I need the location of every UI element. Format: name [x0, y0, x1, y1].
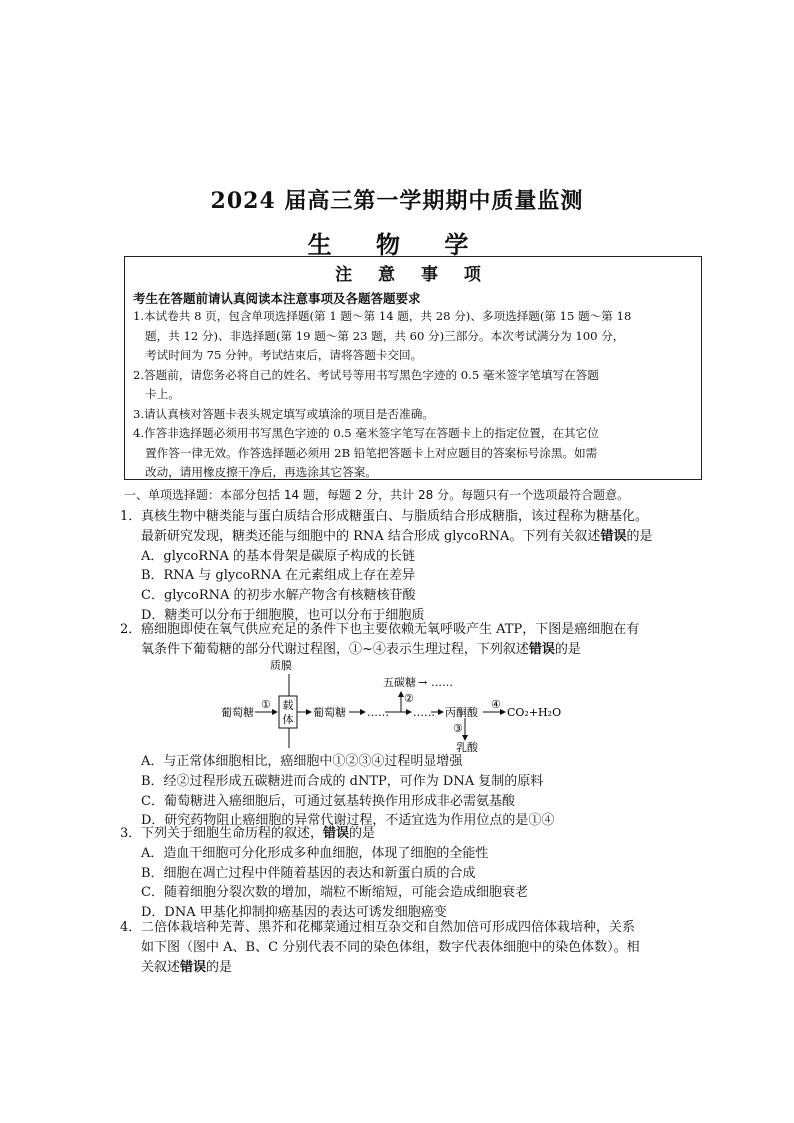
question-number: 3． [120, 826, 142, 841]
option-b: B．经②过程形成五碳糖进而合成的 dNTP，可作为 DNA 复制的原料 [141, 773, 544, 789]
question-number: 1． [120, 509, 142, 524]
question-stem: 癌细胞即使在氧气供应充足的条件下也主要依赖无氧呼吸产生 ATP，下图是癌细胞在有 [141, 622, 640, 637]
option-b: B．细胞在凋亡过程中伴随着基因的表达和新蛋白质的合成 [141, 865, 476, 881]
notice-item [133, 307, 693, 366]
question-stem: 如下图（图中 A、B、C 分别代表不同的染色体组，数字代表体细胞中的染色体数）。相 [141, 939, 640, 955]
question-stem: 的是 [554, 641, 581, 657]
carrier-label: 体 [282, 713, 294, 726]
notice-item [133, 366, 693, 405]
metabolism-diagram [215, 656, 575, 752]
notice-line: 置作答一律无效。作答选择题必须用 2B 铅笔把答题卡上对应题目的答案标号涂黑。如需 [145, 445, 598, 460]
notice-line: 改动，请用橡皮擦干净后，再选涂其它答案。 [145, 465, 377, 479]
question-2 [120, 620, 639, 660]
step-2-label: ② [404, 692, 414, 705]
notice-line: 2.答题前，请您务必将自己的姓名、考试号等用书写黑色字迹的 0.5 毫米签字笔填写在答题 [133, 367, 599, 382]
step-4-label: ④ [491, 698, 501, 711]
step-1-label: ① [261, 698, 271, 711]
question-1 [120, 507, 652, 626]
option-a: A．造血干细胞可分化形成多种血细胞，体现了细胞的全能性 [141, 845, 489, 861]
notice-line: 4.作答非选择题必须用书写黑色字迹的 0.5 毫米签字笔写在答题卡上的指定位置，在其它位 [133, 426, 599, 440]
option-c: C．随着细胞分裂次数的增加，端粒不断缩短，可能会造成细胞衰老 [141, 885, 528, 901]
pyruvate-label: 丙酮酸 [445, 706, 478, 719]
emphasis-word: 错误 [323, 826, 350, 841]
option-d: D．研究药物阻止癌细胞的异常代谢过程，不适宜选为作用位点的是①④ [141, 813, 555, 829]
emphasis-word: 错误 [180, 959, 207, 975]
notice-heading: 注 意 事 项 [335, 265, 491, 285]
notice-line: 1.本试卷共 8 页，包含单项选择题(第 1 题～第 14 题，共 28 分)、多项选择题(第 15 题～第 18 [133, 309, 632, 323]
question-stem: 氧条件下葡萄糖的部分代谢过程图，①~④表示生理过程，下列叙述 [141, 641, 529, 657]
notice-item [133, 424, 693, 483]
subject-title: 生 物 学 [307, 230, 487, 259]
option-d: D．DNA 甲基化抑制抑癌基因的表达可诱发细胞癌变 [141, 905, 447, 921]
option-d: D．糖类可以分布于细胞膜，也可以分布于细胞质 [141, 607, 425, 623]
notice-line: 考试时间为 75 分钟。考试结束后，请将答题卡交回。 [145, 348, 423, 362]
question-stem: 的是 [206, 959, 233, 975]
question-stem: 最新研究发现，糖类还能与细胞中的 RNA 结合形成 glycoRNA。下列有关叙述 [141, 528, 601, 544]
question-stem: 二倍体栽培种芜菁、黑芥和花椰菜通过相互杂交和自然加倍可形成四倍体栽培种，关系 [141, 920, 636, 935]
emphasis-word: 错误 [600, 528, 627, 544]
section-heading: 一、单项选择题：本部分包括 14 题，每题 2 分，共计 28 分。每题只有一个选项最符合题意。 [124, 488, 630, 502]
question-3 [120, 824, 528, 923]
pentose-label: 五碳糖 [383, 676, 416, 689]
question-stem: 关叙述 [141, 959, 181, 975]
pentose-arrow: → [418, 676, 428, 689]
page-title: 2024 届高三第一学期期中质量监测 [210, 188, 584, 214]
option-c: C．glycoRNA 的初步水解产物含有核糖核苷酸 [141, 588, 416, 604]
option-b: B．RNA 与 glycoRNA 在元素组成上存在差异 [141, 568, 415, 584]
membrane-label: 质膜 [270, 659, 292, 672]
co2-h2o-label: CO₂+H₂O [507, 706, 562, 719]
notice-line: 题，共 12 分)、非选择题(第 19 题～第 23 题，共 60 分)三部分。本次考试满分为 100 分， [145, 328, 625, 343]
notice-line: 卡上。 [145, 387, 180, 401]
question-stem: 的是 [349, 826, 376, 841]
emphasis-word: 错误 [528, 641, 555, 657]
option-c: C．葡萄糖进入癌细胞后，可通过氨基转换作用形成非必需氨基酸 [141, 793, 515, 809]
carrier-label: 载 [282, 699, 294, 712]
option-a: A．glycoRNA 的基本骨架是碳原子构成的长链 [141, 548, 416, 564]
step-3-label: ③ [453, 722, 463, 735]
notice-line: 3.请认真核对答题卡表头规定填写或填涂的项目是否准确。 [133, 406, 434, 421]
lactate-label: 乳酸 [456, 741, 478, 752]
dots-2: …… [413, 706, 435, 719]
question-stem: 真核生物中糖类能与蛋白质结合形成糖蛋白、与脂质结合形成糖脂，该过程称为糖基化。 [141, 509, 649, 524]
question-number: 4． [120, 920, 142, 935]
question-stem: 下列关于细胞生命历程的叙述， [141, 826, 324, 841]
notice-item [133, 405, 693, 425]
notice-box [124, 256, 702, 480]
question-stem: 的是 [626, 528, 653, 544]
question-2-options [120, 752, 554, 831]
question-number: 2． [120, 622, 142, 637]
question-4 [120, 918, 640, 977]
glucose-inside: 葡萄糖 [313, 706, 346, 719]
option-a: A．与正常体细胞相比，癌细胞中①②③④过程明显增强 [141, 754, 463, 769]
dots-1: …… [367, 706, 389, 719]
notice-subheading: 考生在答题前请认真阅读本注意事项及各题答题要求 [133, 291, 421, 306]
glucose-outside: 葡萄糖 [221, 706, 254, 719]
pentose-dots: …… [431, 676, 453, 689]
